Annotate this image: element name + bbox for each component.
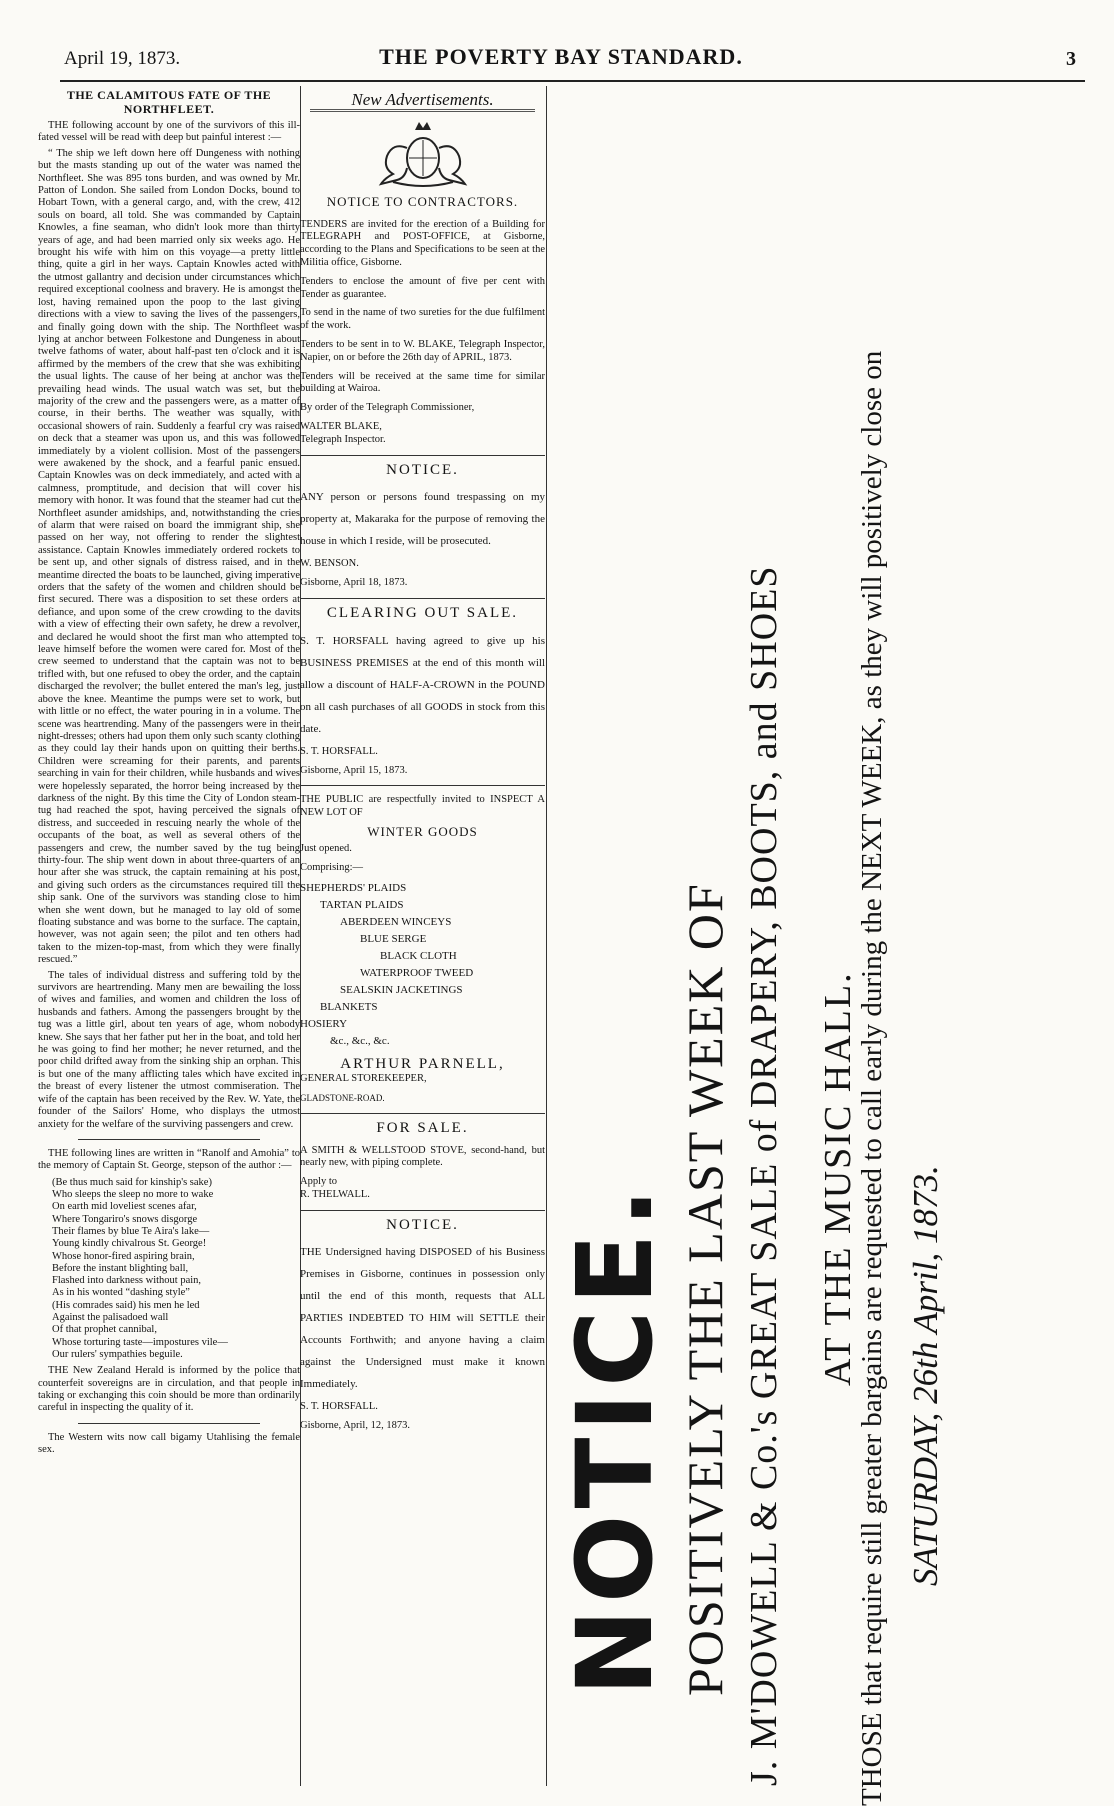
big-notice-column: [546, 86, 1076, 1806]
poem-line: As in his wonted “dashing style”: [52, 1287, 190, 1299]
poem-line: Where Tongariro's snows disgorge: [52, 1213, 198, 1225]
article-intro: THE following account by one of the survivors of this ill-fated vessel will be read with deep but painful interest :—: [38, 120, 300, 144]
clearing-date: Gisborne, April 15, 1873.: [300, 764, 408, 776]
divider: [78, 1139, 260, 1140]
notice3-title: NOTICE.: [386, 1216, 459, 1233]
winter-title: WINTER GOODS: [367, 823, 478, 839]
forsale-body: A SMITH & WELLSTOOD STOVE, second-hand, but nearly new, with piping complete.: [300, 1144, 545, 1169]
list-item: TARTAN PLAIDS: [320, 899, 404, 912]
poem-line: Whose torturing taste—impostures vile—: [52, 1336, 228, 1348]
list-item: SEALSKIN JACKETINGS: [340, 984, 463, 997]
poem-line: On earth mid loveliest scenes afar,: [52, 1201, 197, 1213]
benson-body: ANY person or persons found trespassing on my property at, Makaraka for the purpose of removing the house in which I reside, will be prosecuted.: [300, 491, 545, 548]
benson-date: Gisborne, April 18, 1873.: [300, 577, 408, 589]
newspaper-title: THE POVERTY BAY STANDARD.: [379, 44, 743, 69]
notice3-signature: S. T. HORSFALL.: [300, 1401, 378, 1413]
contractors-p4: Tenders to be sent in to W. BLAKE, Telegraph Inspector, Napier, on or before the 26th day of APRIL, 1873.: [300, 338, 545, 363]
divider: [78, 1423, 260, 1424]
article-column: [38, 86, 300, 1460]
benson-title: NOTICE.: [386, 461, 459, 478]
parnell-address: GLADSTONE-ROAD.: [300, 1092, 385, 1103]
closing-date-line: SATURDAY, 26th April, 1873.: [906, 1165, 945, 1586]
winter-items: [300, 880, 545, 1050]
contractors-role: Telegraph Inspector.: [300, 433, 386, 445]
forsale-title: FOR SALE.: [376, 1119, 469, 1136]
western-note: The Western wits now call bigamy Utahlising the female sex.: [38, 1431, 300, 1456]
contractors-p1: TENDERS are invited for the erection of a Building for TELEGRAPH and POST-OFFICE, at Gisborne, according to the Plans and Specifications to be seen at the Militia office, Gisborne.: [300, 218, 545, 268]
last-week-line: POSITIVELY THE LAST WEEK OF: [677, 882, 733, 1696]
herald-note: THE New Zealand Herald is informed by the police that counterfeit sovereigns are in circulation, and that people in taking or exchanging this coin should be more than ordinarily careful in inspecting the quality of it.: [38, 1365, 300, 1414]
notice3-date: Gisborne, April, 12, 1873.: [300, 1420, 410, 1432]
winter-comprising: Comprising:—: [300, 861, 364, 873]
list-item: BLUE SERGE: [360, 933, 427, 946]
clearing-signature: S. T. HORSFALL.: [300, 745, 378, 757]
list-item: BLACK CLOTH: [380, 950, 457, 963]
divider: [300, 598, 545, 599]
benson-signature: W. BENSON.: [300, 558, 359, 570]
poem-line: (Be thus much said for kinship's sake): [52, 1176, 212, 1188]
contractors-p5: Tenders will be received at the same time for similar building at Wairoa.: [300, 370, 545, 395]
issue-date: April 19, 1873.: [64, 48, 181, 69]
poem-line: Their flames by blue Te Aira's lake—: [52, 1225, 210, 1237]
bargains-line: THOSE that require still greater bargains are requested to call early during the NEXT WEEK, as they will positively close on: [856, 350, 888, 1806]
poem-line: Our rulers' sympathies beguile.: [52, 1348, 183, 1360]
royal-crest-icon: [363, 118, 483, 188]
article-para2: The tales of individual distress and suffering told by the survivors are heartrending. Many men are bewailing the loss of wives and families, and women and children the loss of husbands and fathers. Among the passengers brought by the tug was a little girl, about ten years of age, whom nobody knew. She says that her father put her in the boat, and told her he was going to find her mother; he never returned, and the poor child drifted away from the sinking ship an orphan. This is but one of the many afflicting tales which have excited in the breast of every listener the utmost commiseration. The wife of the captain has been received by the Rev. W. Yate, the founder of the Sailors' Home, who displays the utmost anxiety for the welfare of the surviving passengers and crew.: [38, 969, 300, 1130]
list-item: SHEPHERDS' PLAIDS: [300, 882, 407, 895]
parnell-role: GENERAL STOREKEEPER,: [300, 1073, 427, 1085]
music-hall-line: AT THE MUSIC HALL.: [817, 971, 859, 1386]
page-number: 3: [1066, 48, 1076, 70]
great-sale-line: J. M'DOWELL & Co.'s GREAT SALE of DRAPERY, BOOTS, and SHOES: [743, 565, 785, 1786]
poem-line: Who sleeps the sleep no more to wake: [52, 1189, 214, 1201]
article-title: THE CALAMITOUS FATE OF THE NORTHFLEET.: [66, 88, 272, 116]
notice3-body: THE Undersigned having DISPOSED of his Business Premises in Gisborne, continues in possession only until the end of this month, requests that ALL PARTIES INDEBTED TO HIM will SETTLE their Accounts Forthwith; and anyone having a claim against the Undersigned must make it known Immediately.: [300, 1246, 545, 1391]
poem: [52, 1177, 300, 1361]
poem-intro: THE following lines are written in “Ranolf and Amohia” to the memory of Captain St. George, stepson of the author :—: [38, 1147, 300, 1172]
divider: [300, 1113, 545, 1114]
list-item: &c., &c., &c.: [330, 1035, 390, 1048]
divider: [300, 785, 545, 786]
parnell-name: ARTHUR PARNELL,: [340, 1056, 505, 1073]
winter-sub: Just opened.: [300, 842, 352, 854]
divider: [300, 455, 545, 456]
forsale-signature: R. THELWALL.: [300, 1188, 370, 1200]
top-rule: [60, 80, 1085, 82]
poem-line: Against the palisadoed wall: [52, 1311, 169, 1323]
article-body: “ The ship we left down here off Dungeness with nothing but the masts standing up out of the water was named the Northfleet. She was 895 tons burden, and was owned by Mr. Patton of London. She sailed from London Docks, bound to Hobart Town, with a general cargo, and, with the crew, 412 souls on board, all told. She was commanded by Captain Knowles, a fine seaman, who didn't look more than thirty years of age, and had been married only six weeks ago. He brought his wife with him on this voyage—a pretty little thing, quite a girl in her ways. Captain Knowles acted with the utmost gallantry and decision under circumstances which required exceptional coolness and bravery. He is amongst the lost, having remained upon the poop to the last giving directions with a view to saving the lives of the passengers, and finally going down with the ship. The Northfleet was lying at anchor between Folkestone and Dungeness in about twelve fathoms of water, about half-past ten o'clock and it is affirmed by the members of the crew that she was exhibiting the usual lights. The cause of her being at anchor was the prevailing head winds. The usual watch was set, but the majority of the crew and the passengers were, as a matter of course, in their berths. The weather was squally, with occasional showers of rain. Suddenly a fearful cry was raised on deck that a steamer was upon us, and this was followed immediately by a violent collision. Most of the passengers were awakened by the shock, and a fearful panic ensued. Captain Knowles was on deck immediately, and acted with a calmness, promptitude, and decision that will cover his memory with honor. It was found that the steamer had cut the Northfleet asunder amidships, and, notwithstanding the cries of alarm that were raised on board the immigrant ship, she passed on her way, not offering to render the slightest assistance. Captain Knowles immediately ordered rockets to be sent up, and other signals of distress raised, and in the meantime directed the boats to be launched, giving imperative orders that the safety of the women and children should be first secured. There was a disposition to set these orders at defiance, and upon some of the crew crowding to the davits with a view of effecting their own safety, he drew a revolver, and declared he would shoot the first man who attempted to leave himself before the women were cared for. Most of the crew seemed to understand that the captain was not to be trifled with, but one refused to obey the order, and the captain discharged the revolver; the bullet entered the man's leg, just above the knee. Meantime the pumps were set to work, but with little or no effect, the water pouring in in a volume. The scene was heartrending. Many of the passengers were in their night-dresses; others had upon them only such scanty clothing as they could lay their hands upon on quitting their berths. Children were screaming for their parents, and parents searching in vain for their children, while husbands and wives were hopelessly separated, the horror being increased by the darkness of the night. By this time the City of London steam-tug had reached the spot, having perceived the signals of distress, and succeeded in rescuing nearly the whole of the occupants of the boat, as well as several others of the passengers and crew, the number saved by the tug being thirty-four. The ship went down in about three-quarters of an hour after she was struck, the captain remaining at his post, and giving such orders as the circumstances required till the ship sank. One of the survivors was standing close to him when she went down, but he managed to lay old of some floating substance and was borne to the surface. The captain, however, was not again seen; the pilot and ten others had taken to the mizen-top-mast, from which they were finally rescued.”: [38, 147, 300, 966]
poem-line: Flashed into darkness without pain,: [52, 1275, 202, 1287]
contractors-signature: WALTER BLAKE,: [300, 420, 382, 432]
poem-line: Of that prophet cannibal,: [52, 1324, 157, 1336]
clearing-body: S. T. HORSFALL having agreed to give up his BUSINESS PREMISES at the end of this month will allow a discount of HALF-A-CROWN in the POUND on all cash purchases of all GOODS in stock from this date.: [300, 634, 545, 735]
contractors-p6: By order of the Telegraph Commissioner,: [300, 402, 475, 414]
list-item: BLANKETS: [320, 1001, 378, 1014]
forsale-apply: Apply to: [300, 1176, 338, 1188]
poem-line: Young kindly chivalrous St. George!: [52, 1238, 207, 1250]
wavy-rule: [310, 109, 535, 112]
divider: [300, 1210, 545, 1211]
notice-headline: NOTICE.: [554, 1182, 676, 1696]
list-item: HOSIERY: [300, 1018, 348, 1031]
contractors-p3: To send in the name of two sureties for the due fulfilment of the work.: [300, 307, 545, 332]
poem-line: Whose honor-fired aspiring brain,: [52, 1250, 195, 1262]
poem-line: Before the instant blighting ball,: [52, 1262, 189, 1274]
poem-line: (His comrades said) his men he led: [52, 1299, 200, 1311]
list-item: WATERPROOF TWEED: [360, 967, 474, 980]
ads-heading: New Advertisements.: [351, 90, 494, 109]
winter-intro: THE PUBLIC are respectfully invited to INSPECT A NEW LOT OF: [300, 794, 545, 819]
ads-column: [300, 88, 545, 1439]
list-item: ABERDEEN WINCEYS: [340, 916, 452, 929]
masthead: [36, 40, 1086, 76]
clearing-title: CLEARING OUT SALE.: [326, 604, 519, 621]
contractors-p2: Tenders to enclose the amount of five per cent with Tender as guarantee.: [300, 275, 545, 300]
contractors-title: NOTICE TO CONTRACTORS.: [326, 193, 519, 209]
